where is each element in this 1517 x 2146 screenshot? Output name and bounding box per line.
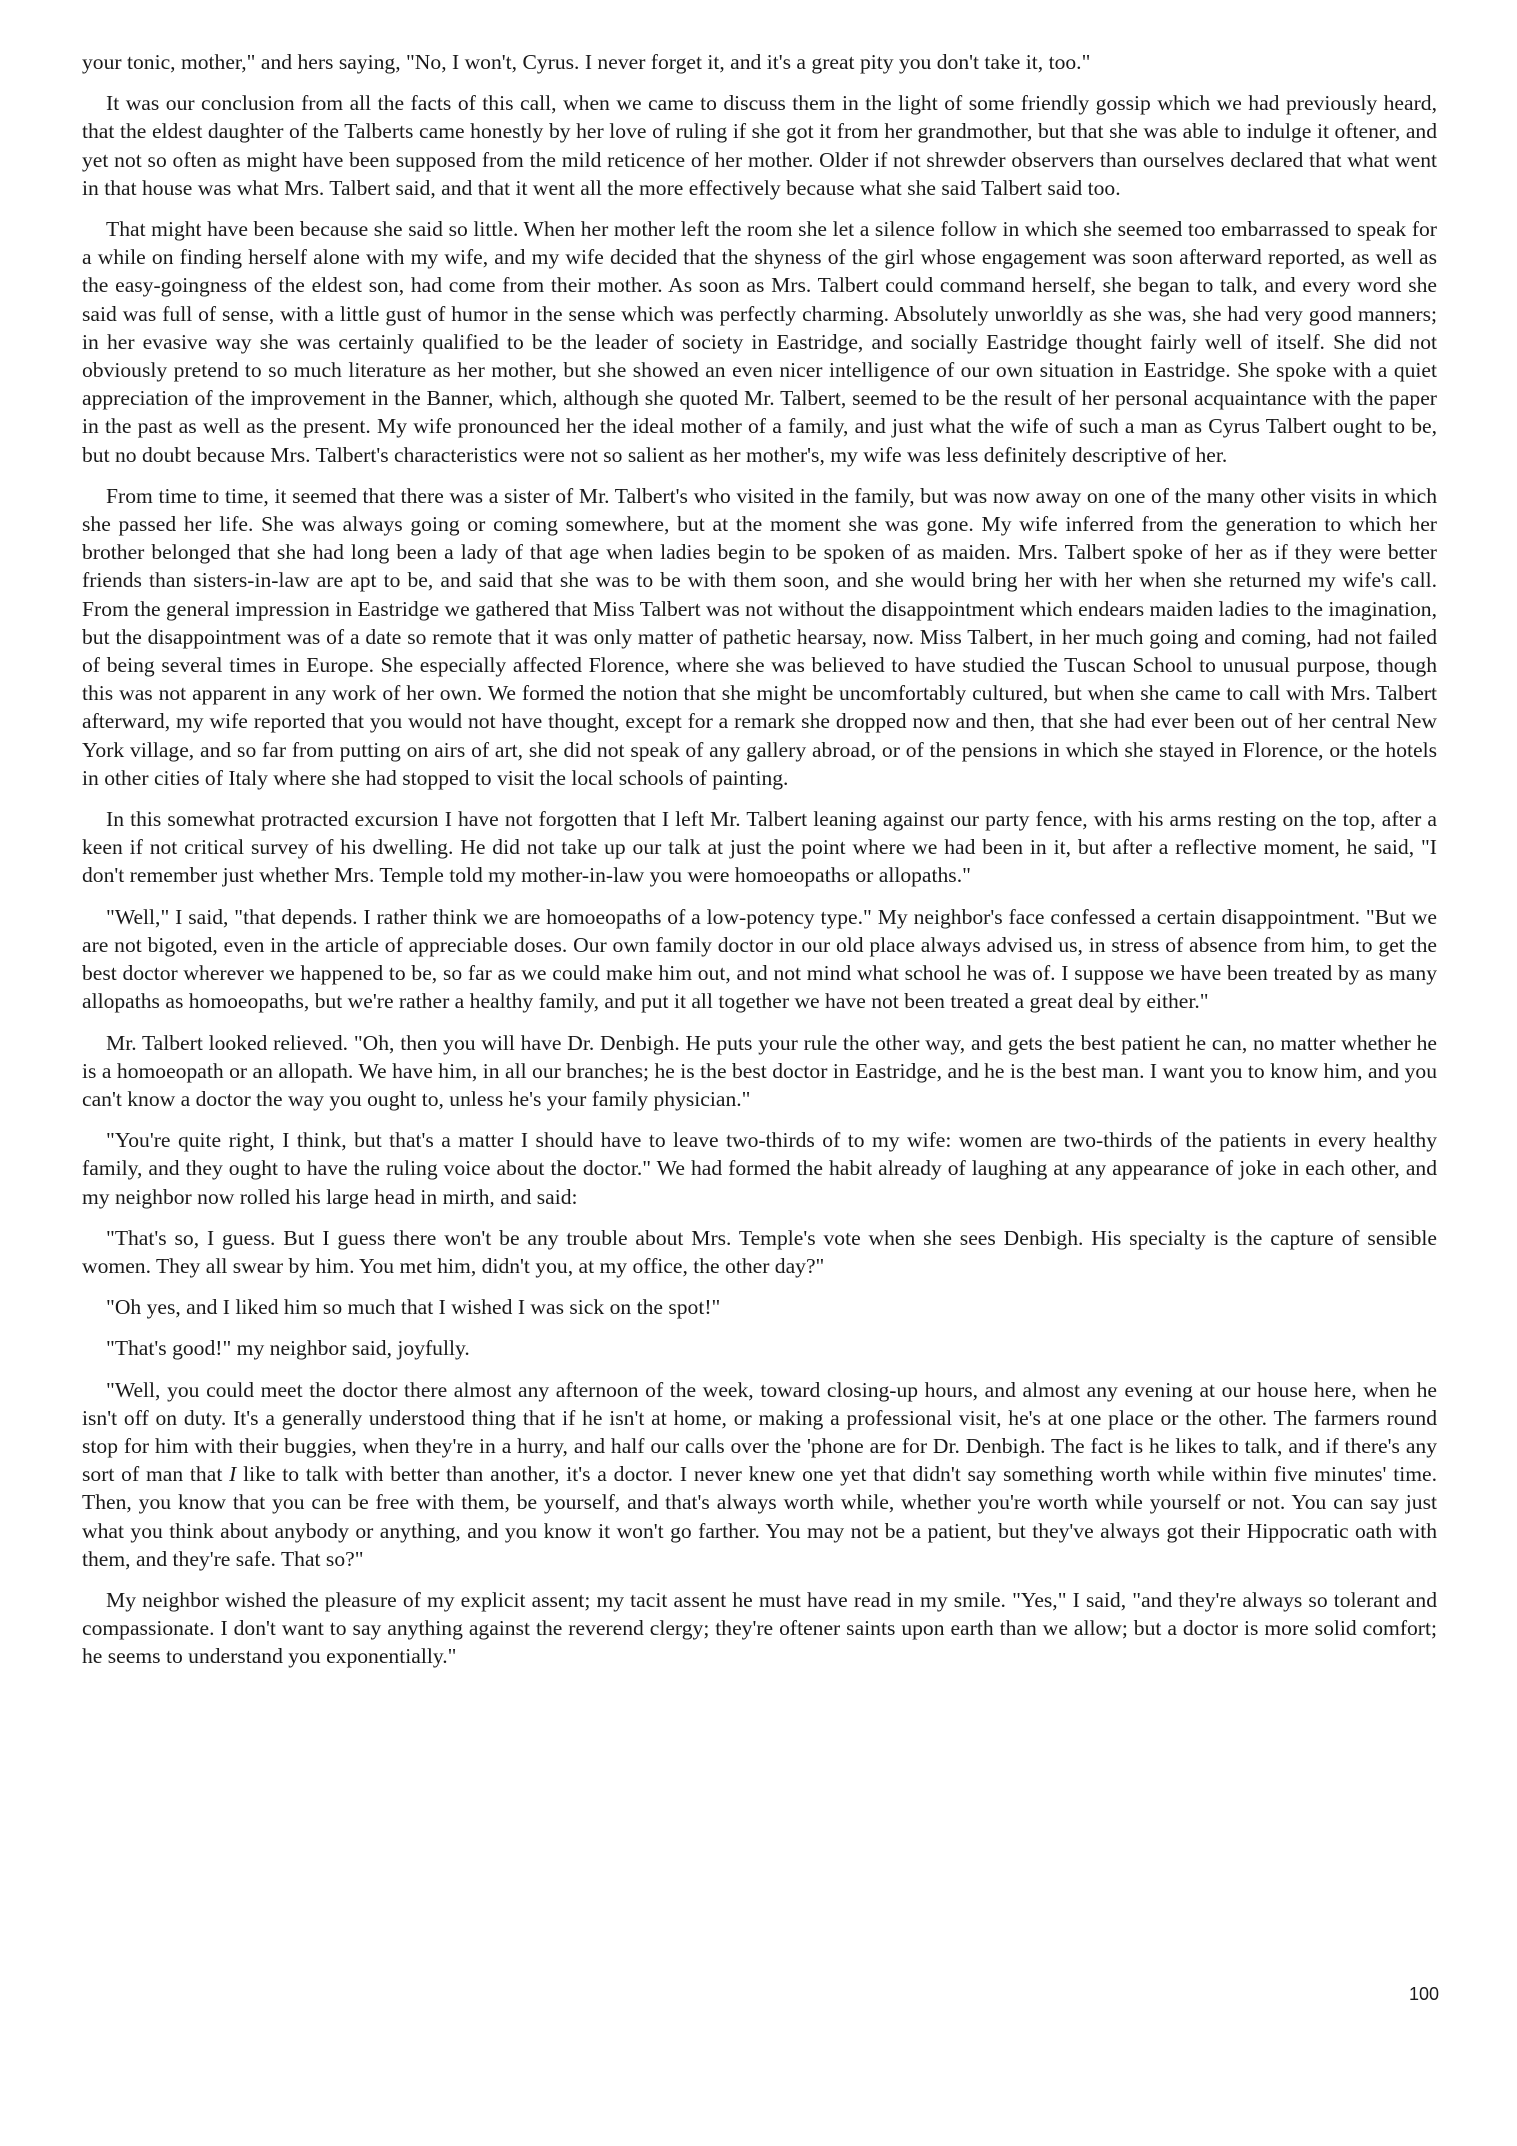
paragraph-5: In this somewhat protracted excursion I have not forgotten that I left Mr. Talbert leaning against our party fence, with his arms resting on the top, after a keen if not critical survey of his dwelling. He did not take up our talk at just the point where we had been in it, but after a reflective moment, he said, "I don't remember just whether Mrs. Temple told my mother-in-law you were homoeopaths or allopaths." <box>82 807 1437 888</box>
page-body <box>82 48 1437 1684</box>
paragraph-12-italic: I <box>229 1462 237 1487</box>
paragraph-4: From time to time, it seemed that there was a sister of Mr. Talbert's who visited in the family, but was now away on one of the many other visits in which she passed her life. She was always going or coming somewhere, but at the moment she was gone. My wife inferred from the generation to which her brother belonged that she had long been a lady of that age when ladies begin to be spoken of as maiden. Mrs. Talbert spoke of her as if they were better friends than sisters-in-law are apt to be, and said that she was to be with them soon, and she would bring her with her when she returned my wife's call. From the general impression in Eastridge we gathered that Miss Talbert was not without the disappointment which endears maiden ladies to the imagination, but the disappointment was of a date so remote that it was only matter of pathetic hearsay, now. Miss Talbert, in her much going and coming, had not failed of being several times in Europe. She especially affected Florence, where she was believed to have studied the Tuscan School to unusual purpose, though this was not apparent in any work of her own. We formed the notion that she might be uncomfortably cultured, but when she came to call with Mrs. Talbert afterward, my wife reported that you would not have thought, except for a remark she dropped now and then, that she had ever been out of her central New York village, and so far from putting on airs of art, she did not speak of any gallery abroad, or of the pensions in which she stayed in Florence, or the hotels in other cities of Italy where she had stopped to visit the local schools of painting. <box>82 483 1437 790</box>
paragraph-8: "You're quite right, I think, but that's a matter I should have to leave two-thirds of to my wife: women are two-thirds of the patients in every healthy family, and they ought to have the ruling voice about the doctor." We had formed the habit already of laughing at any appearance of joke in each other, and my neighbor now rolled his large head in mirth, and said: <box>82 1128 1437 1209</box>
page-number: 100 <box>1408 1984 1439 2004</box>
paragraph-2: It was our conclusion from all the facts of this call, when we came to discuss them in the light of some friendly gossip which we had previously heard, that the eldest daughter of the Talberts came honestly by her love of ruling if she got it from her grandmother, but that she was able to indulge it oftener, and yet not so often as might have been supposed from the mild reticence of her mother. Older if not shrewder observers than ourselves declared that what went in that house was what Mrs. Talbert said, and that it went all the more effectively because what she said Talbert said too. <box>82 91 1437 200</box>
paragraph-12-part-2: like to talk with better than another, it's a doctor. I never knew one yet that didn't say something worth while within five minutes' time. Then, you know that you can be free with them, be yourself, and that's always worth while, whether you're worth while yourself or not. You can say just what you think about anybody or anything, and you know it won't go farther. You may not be a patient, but they've always got their Hippocratic oath with them, and they're safe. That so?" <box>82 1462 1437 1571</box>
paragraph-12-part-1: "Well, you could meet the doctor there almost any afternoon of the week, toward closing-up hours, and almost any evening at our house here, when he isn't off on duty. It's a generally understood thing that if he isn't at home, or making a professional visit, he's at one place or the other. The farmers round stop for him with their buggies, when they're in a hurry, and half our calls over the 'phone are for Dr. Denbigh. The fact is he likes to talk, and if there's any sort of man that <box>82 1377 1437 1487</box>
paragraph-7: Mr. Talbert looked relieved. "Oh, then you will have Dr. Denbigh. He puts your rule the other way, and gets the best patient he can, no matter whether he is a homoeopath or an allopath. We have him, in all our branches; he is the best doctor in Eastridge, and he is the best man. I want you to know him, and you can't know a doctor the way you ought to, unless he's your family physician." <box>82 1030 1437 1111</box>
paragraph-3: That might have been because she said so little. When her mother left the room she let a silence follow in which she seemed too embarrassed to speak for a while on finding herself alone with my wife, and my wife decided that the shyness of the girl whose engagement was soon afterward reported, as well as the easy-goingness of the eldest son, had come from their mother. As soon as Mrs. Talbert could command herself, she began to talk, and every word she said was full of sense, with a little gust of humor in the sense which was perfectly charming. Absolutely unworldly as she was, she had very good manners; in her evasive way she was certainly qualified to be the leader of society in Eastridge, and socially Eastridge thought fairly well of itself. She did not obviously pretend to so much literature as her mother, but she showed an even nicer intelligence of our own situation in Eastridge. She spoke with a quiet appreciation of the improvement in the Banner, which, although she quoted Mr. Talbert, seemed to be the result of her personal acquaintance with the paper in the past as well as the present. My wife pronounced her the ideal mother of a family, and just what the wife of such a man as Cyrus Talbert ought to be, but no doubt because Mrs. Talbert's characteristics were not so salient as her mother's, my wife was less definitely descriptive of her. <box>82 217 1437 467</box>
paragraph-12 <box>82 1376 1437 1573</box>
paragraph-11: "That's good!" my neighbor said, joyfully. <box>106 1336 470 1361</box>
paragraph-13: My neighbor wished the pleasure of my explicit assent; my tacit assent he must have read in my smile. "Yes," I said, "and they're always so tolerant and compassionate. I don't want to say anything against the reverend clergy; they're oftener saints upon earth than we allow; but a doctor is more solid comfort; he seems to understand you exponentially." <box>82 1587 1437 1669</box>
paragraph-10: "Oh yes, and I liked him so much that I wished I was sick on the spot!" <box>106 1295 721 1320</box>
paragraph-1: your tonic, mother," and hers saying, "No, I won't, Cyrus. I never forget it, and it's a great pity you don't take it, too." <box>82 50 1091 74</box>
paragraph-9: "That's so, I guess. But I guess there won't be any trouble about Mrs. Temple's vote when she sees Denbigh. His specialty is the capture of sensible women. They all swear by him. You met him, didn't you, at my office, the other day?" <box>82 1225 1437 1278</box>
paragraph-6: "Well," I said, "that depends. I rather think we are homoeopaths of a low-potency type." My neighbor's face confessed a certain disappointment. "But we are not bigoted, even in the article of appreciable doses. Our own family doctor in our old place always advised us, in stress of absence from him, to get the best doctor wherever we happened to be, so far as we could make him out, and not mind what school he was of. I suppose we have been treated by as many allopaths as homoeopaths, but we're rather a healthy family, and put it all together we have not been treated a great deal by either." <box>82 904 1437 1014</box>
